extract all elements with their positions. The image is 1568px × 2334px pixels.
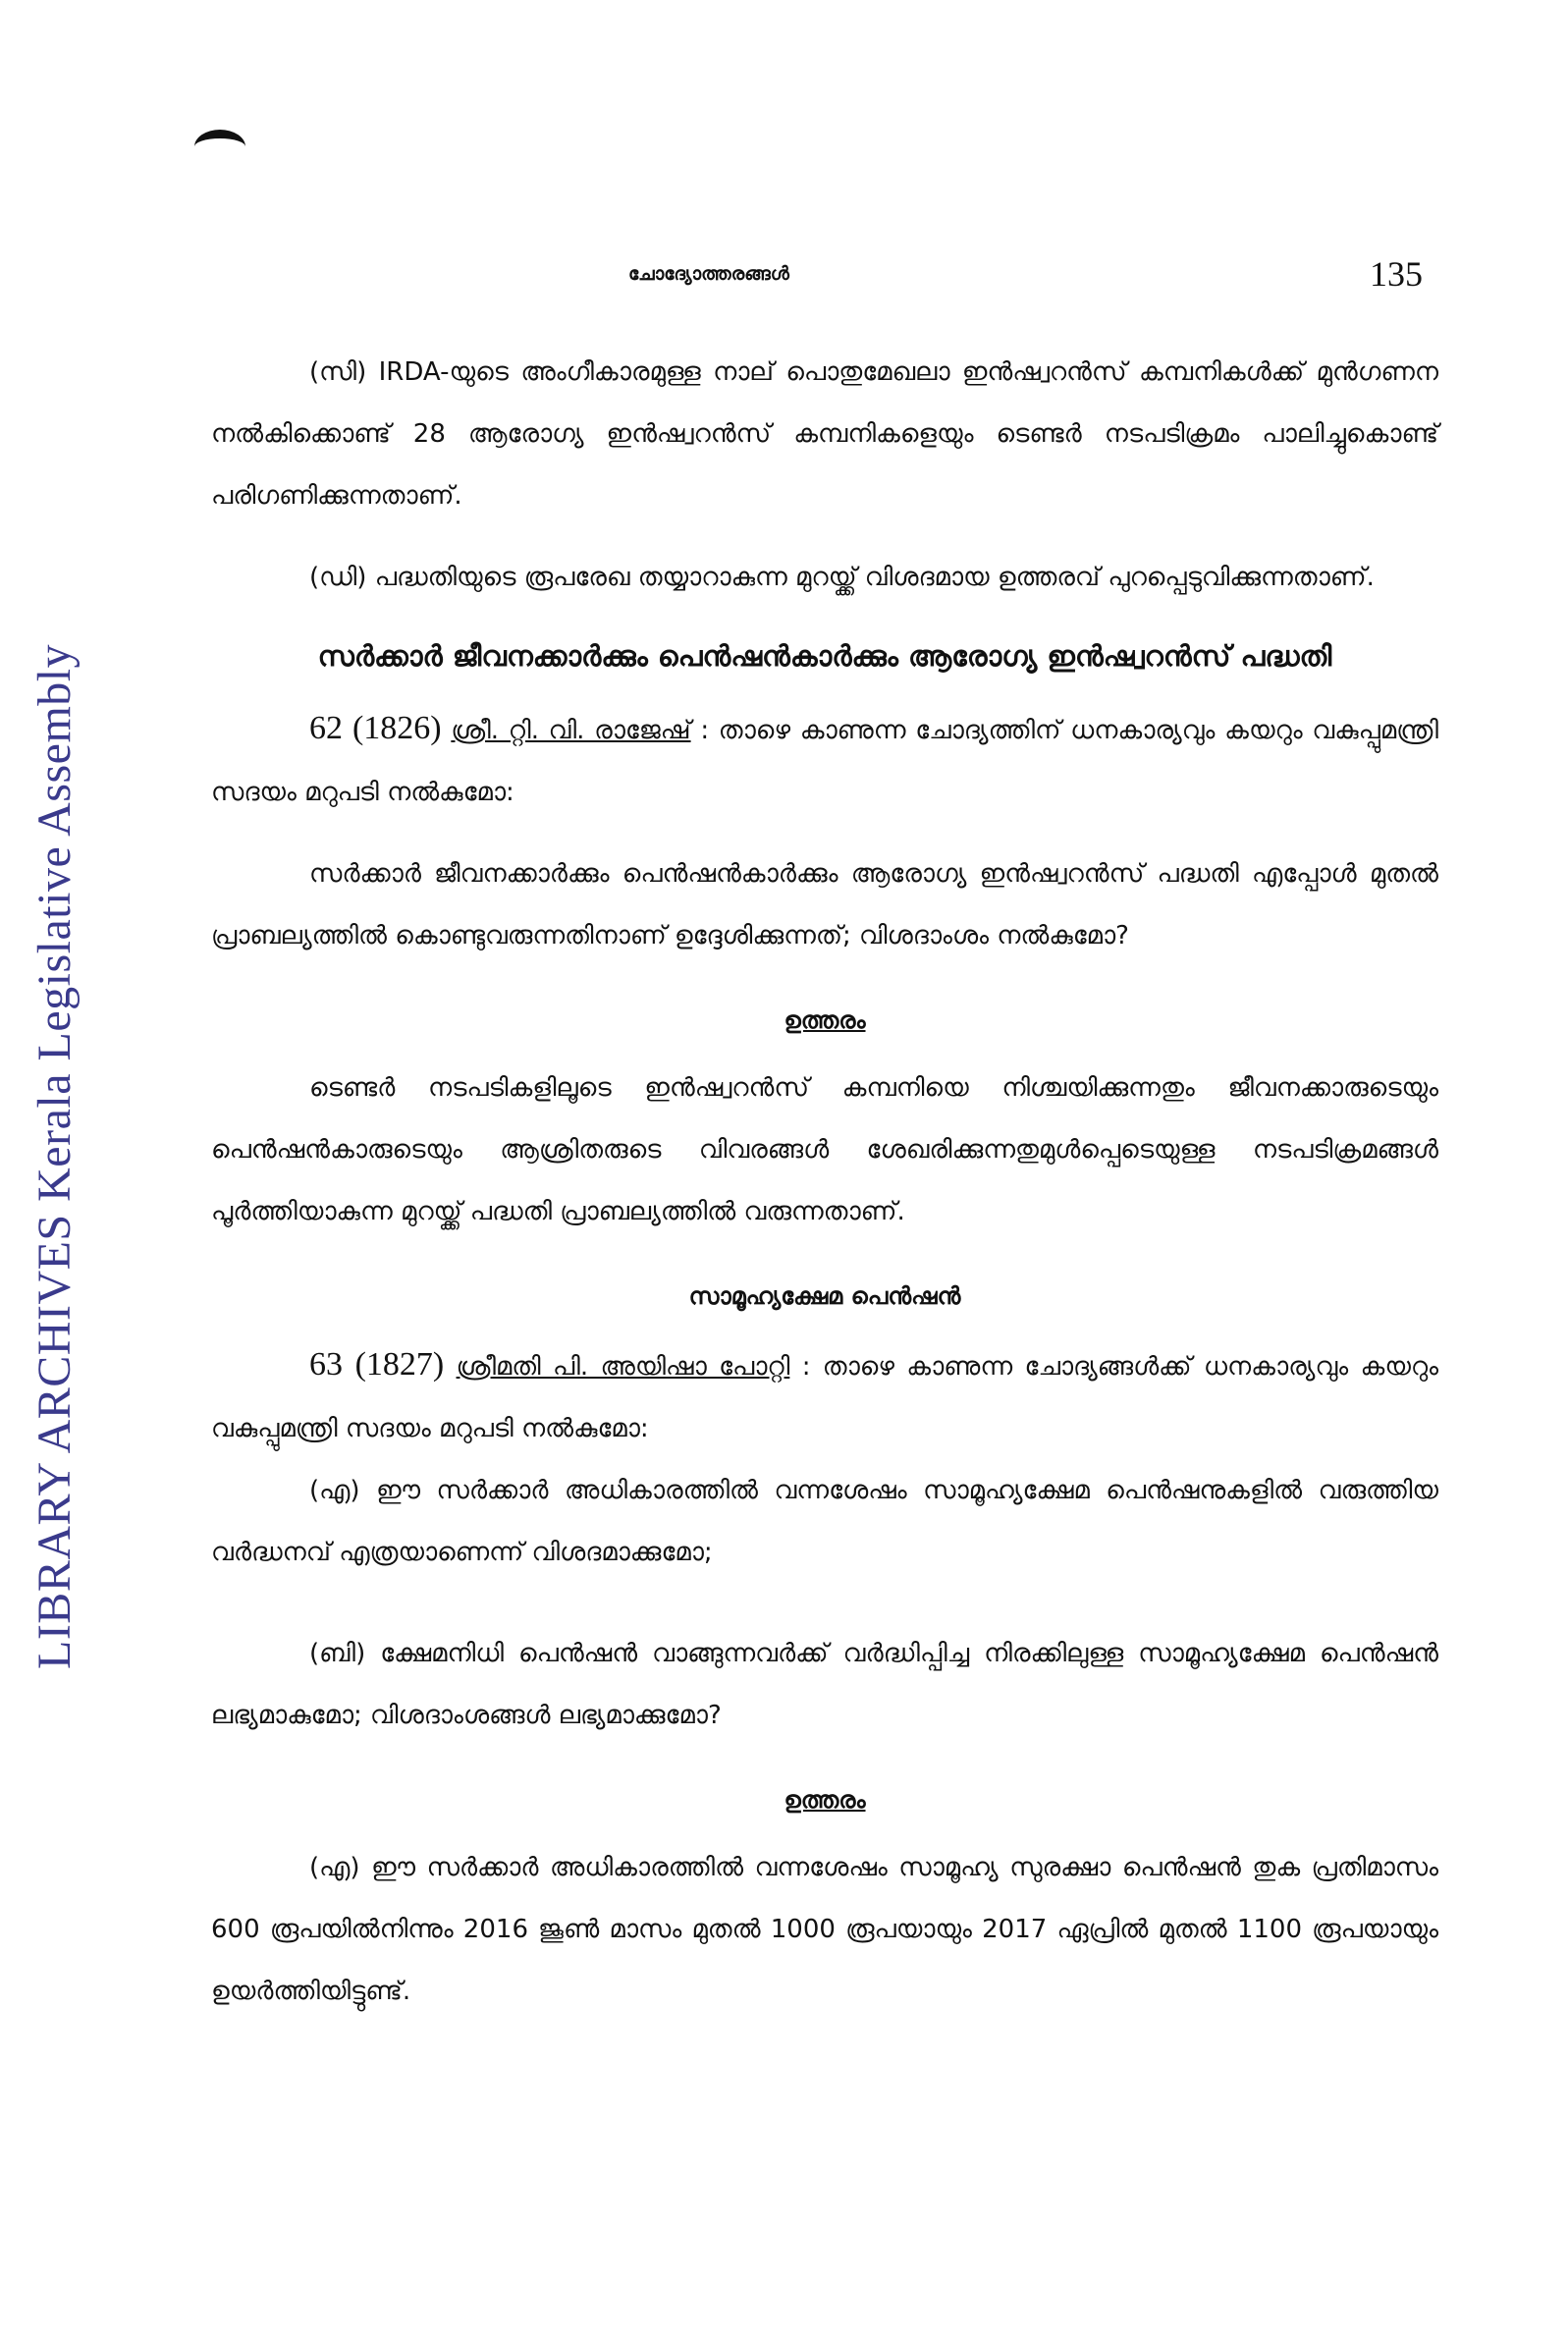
question-62-intro <box>211 697 1438 824</box>
question-63-number: 63 (1827) <box>309 1346 445 1383</box>
question-62-number: 62 (1826) <box>309 710 442 746</box>
question-63-part-b: (ബി) ക്ഷേമനിധി പെൻഷൻ വാങ്ങുന്നവർക്ക് വർദ്ധിപ്പിച്ച നിരക്കിലുള്ള സാമൂഹ്യക്ഷേമ പെൻഷൻ ലഭ്യമാകുമോ; വിശദാംശങ്ങൾ ലഭ്യമാക്കുമോ? <box>211 1639 1438 1730</box>
scan-mark <box>194 130 245 164</box>
section-heading-health-insurance: സർക്കാർ ജീവനക്കാർക്കും പെൻഷൻകാർക്കും ആരോഗ്യ ഇൻഷ്വറൻസ് പദ്ധതി <box>317 639 1332 673</box>
question-62-text: : താഴെ കാണുന്ന ചോദ്യത്തിന് ധനകാര്യവും കയറും വകുപ്പുമന്ത്രി സദയം മറുപടി നൽകുമോ: <box>211 716 1439 807</box>
answer-d-paragraph: (ഡി) പദ്ധതിയുടെ രൂപരേഖ തയ്യാറാകുന്ന മുറയ്ക്ക് വിശദമായ ഉത്തരവ് പുറപ്പെടുവിക്കുന്നതാണ്. <box>309 563 1375 592</box>
question-63-part-a: (എ) ഈ സർക്കാർ അധികാരത്തിൽ വന്നശേഷം സാമൂഹ്യക്ഷേമ പെൻഷനുകളിൽ വരുത്തിയ വർദ്ധനവ് എത്രയാണെന്ന് വിശദമാക്കുമോ; <box>211 1476 1438 1567</box>
section-heading-welfare-pension: സാമൂഹ്യക്ഷേമ പെൻഷൻ <box>688 1282 961 1310</box>
page-number: 135 <box>1370 254 1423 294</box>
archive-watermark: LIBRARY ARCHIVES Kerala Legislative Assembly <box>28 643 81 1669</box>
question-63-intro <box>211 1333 1438 1460</box>
answer-label-62-text: ഉത്തരം <box>784 1006 866 1034</box>
answer-label-63-text: ഉത്തരം <box>784 1786 866 1814</box>
page-body <box>211 342 1438 2023</box>
answer-63-part-a: (എ) ഈ സർക്കാർ അധികാരത്തിൽ വന്നശേഷം സാമൂഹ്യ സുരക്ഷാ പെൻഷൻ തുക പ്രതിമാസം 600 രൂപയിൽനിന്നും 2016 ജൂൺ മാസം മുതൽ 1000 രൂപയായും 2017 ഏപ്രിൽ മുതൽ 1100 രൂപയായും ഉയർത്തിയിട്ടുണ്ട്. <box>211 1853 1438 2006</box>
answer-label-62 <box>211 991 1438 1050</box>
question-63-member: ശ്രീമതി പി. അയിഷാ പോറ്റി <box>456 1352 790 1382</box>
question-62-member: ശ്രീ. റ്റി. വി. രാജേഷ് <box>451 716 691 745</box>
answer-c-paragraph: (സി) IRDA-യുടെ അംഗീകാരമുള്ള നാല് പൊതുമേഖലാ ഇൻഷ്വറൻസ് കമ്പനികൾക്ക് മുൻഗണന നൽകിക്കൊണ്ട് 28 ആരോഗ്യ ഇൻഷ്വറൻസ് കമ്പനികളെയും ടെണ്ടർ നടപടിക്രമം പാലിച്ചുകൊണ്ട് പരിഗണിക്കുന്നതാണ്. <box>211 357 1438 511</box>
question-62-body: സർക്കാർ ജീവനക്കാർക്കും പെൻഷൻകാർക്കും ആരോഗ്യ ഇൻഷ്വറൻസ് പദ്ധതി എപ്പോൾ മുതൽ പ്രാബല്യത്തിൽ കൊണ്ടുവരുന്നതിനാണ് ഉദ്ദേശിക്കുന്നത്; വിശദാംശം നൽകുമോ? <box>211 859 1438 950</box>
running-title: ചോദ്യോത്തരങ്ങൾ <box>628 263 789 285</box>
answer-62-body: ടെണ്ടർ നടപടികളിലൂടെ ഇൻഷ്വറൻസ് കമ്പനിയെ നിശ്ചയിക്കുന്നതും ജീവനക്കാരുടെയും പെൻഷൻകാരുടെയും ആശ്രിതരുടെ വിവരങ്ങൾ ശേഖരിക്കുന്നതുമുൾപ്പെടെയുള്ള നടപടിക്രമങ്ങൾ പൂർത്തിയാകുന്ന മുറയ്ക്ക് പദ്ധതി പ്രാബല്യത്തിൽ വരുന്നതാണ്. <box>211 1073 1438 1226</box>
question-63-text: : താഴെ കാണുന്ന ചോദ്യങ്ങൾക്ക് ധനകാര്യവും കയറും വകുപ്പുമന്ത്രി സദയം മറുപടി നൽകുമോ: <box>211 1352 1439 1443</box>
answer-label-63 <box>211 1770 1438 1829</box>
